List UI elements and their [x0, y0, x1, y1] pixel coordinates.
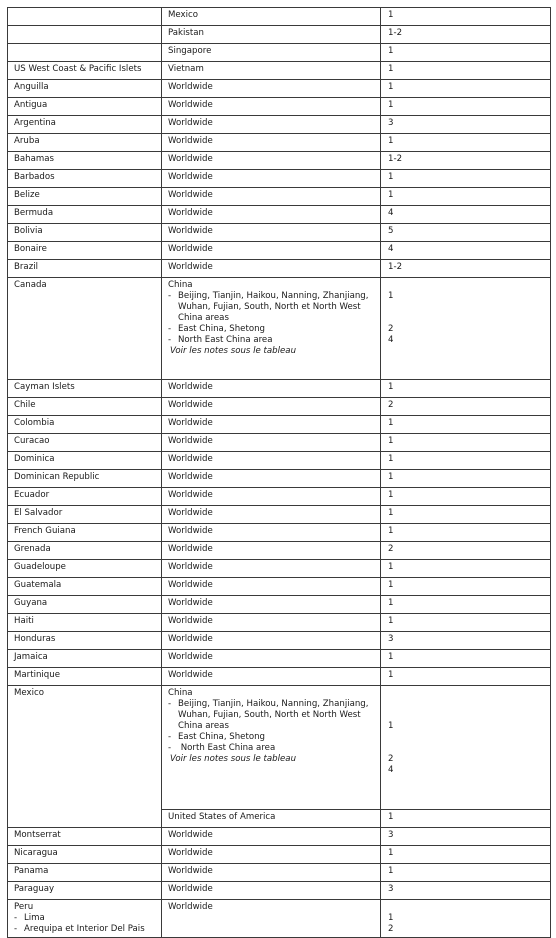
table-row	[8, 488, 551, 506]
destination-cell: United States of America	[162, 810, 381, 828]
table-row	[8, 170, 551, 188]
table-row	[8, 506, 551, 524]
origin-cell: Mexico	[8, 686, 162, 828]
origin-cell: Jamaica	[8, 650, 162, 668]
destination-cell	[162, 686, 381, 810]
destination-cell: Worldwide	[162, 506, 381, 524]
table-note: Voir les notes sous le tableau	[170, 346, 297, 356]
zone-cell: 1	[381, 488, 551, 506]
table-row	[8, 864, 551, 882]
origin-cell: Bonaire	[8, 242, 162, 260]
zone-cell: 1	[381, 416, 551, 434]
destination-cell: Worldwide	[162, 488, 381, 506]
destination-cell: Worldwide	[162, 650, 381, 668]
destination-cell: Worldwide	[162, 152, 381, 170]
zone-cell: 3	[381, 882, 551, 900]
destination-cell: Worldwide	[162, 846, 381, 864]
table-row	[8, 8, 551, 26]
destination-cell: Worldwide	[162, 470, 381, 488]
destination-cell: Mexico	[162, 8, 381, 26]
zone-cell: 1-2	[381, 26, 551, 44]
origin-cell: Montserrat	[8, 828, 162, 846]
region-item	[168, 324, 380, 335]
dash-glyph: -	[168, 699, 172, 709]
destination-cell: Worldwide	[162, 116, 381, 134]
destination-cell: Worldwide	[162, 260, 381, 278]
zone-cell: 1	[381, 434, 551, 452]
origin-cell: Paraguay	[8, 882, 162, 900]
region-item	[168, 335, 380, 346]
origin-cell: Colombia	[8, 416, 162, 434]
table-row	[8, 206, 551, 224]
destination-cell: Worldwide	[162, 900, 381, 938]
dash-glyph: -	[168, 743, 172, 753]
origin-cell: Argentina	[8, 116, 162, 134]
zone-cell: 1	[381, 188, 551, 206]
spacer	[388, 699, 550, 710]
dash-glyph: -	[14, 924, 18, 934]
destination-cell: Worldwide	[162, 596, 381, 614]
origin-cell: Chile	[8, 398, 162, 416]
zone-value: 2	[388, 924, 394, 934]
zone-cell: 1	[381, 614, 551, 632]
table-row	[8, 224, 551, 242]
region-text: Beijing, Tianjin, Haikou, Nanning, Zhanjiang,	[178, 291, 369, 301]
zone-value: 4	[388, 335, 394, 345]
zone-cell: 1	[381, 810, 551, 828]
origin-cell	[8, 44, 162, 62]
table-row	[8, 846, 551, 864]
zone-cell: 3	[381, 828, 551, 846]
origin-cell: Guadeloupe	[8, 560, 162, 578]
zone-cell: 1	[381, 170, 551, 188]
table-row	[8, 470, 551, 488]
table-row	[8, 882, 551, 900]
zone-cell: 1	[381, 846, 551, 864]
region-text: East China, Shetong	[178, 732, 266, 742]
zone-cell: 1	[381, 650, 551, 668]
origin-cell: Brazil	[8, 260, 162, 278]
region-item	[168, 732, 380, 743]
region-text-cont: China areas	[178, 721, 229, 731]
table-row-canada	[8, 278, 551, 380]
zone-cell: 1	[381, 8, 551, 26]
destination-cell: Worldwide	[162, 170, 381, 188]
destination-title: China	[168, 688, 193, 698]
zone-cell: 5	[381, 224, 551, 242]
zone-cell	[381, 278, 551, 380]
destination-cell: Worldwide	[162, 668, 381, 686]
destination-cell: Worldwide	[162, 206, 381, 224]
zone-cell: 2	[381, 398, 551, 416]
spacer	[388, 710, 550, 721]
zone-cell: 1-2	[381, 152, 551, 170]
origin-cell: Dominican Republic	[8, 470, 162, 488]
zone-value: 2	[388, 324, 394, 334]
destination-cell: Worldwide	[162, 98, 381, 116]
zone-cell: 1	[381, 134, 551, 152]
table-row	[8, 44, 551, 62]
zone-cell: 1	[381, 596, 551, 614]
table-row	[8, 434, 551, 452]
table-row	[8, 98, 551, 116]
origin-cell: Guyana	[8, 596, 162, 614]
zone-cell: 1	[381, 80, 551, 98]
table-row	[8, 116, 551, 134]
destination-cell: Worldwide	[162, 524, 381, 542]
zone-cell: 1	[381, 668, 551, 686]
destination-cell: Worldwide	[162, 452, 381, 470]
destination-cell: Worldwide	[162, 380, 381, 398]
spacer	[388, 313, 550, 324]
zone-cell: 1	[381, 44, 551, 62]
table-row	[8, 62, 551, 80]
zone-cell: 1	[381, 578, 551, 596]
origin-cell: Bolivia	[8, 224, 162, 242]
dash-glyph: -	[14, 913, 18, 923]
zone-cell: 1	[381, 62, 551, 80]
origin-cell: Belize	[8, 188, 162, 206]
zone-value: 4	[388, 765, 394, 775]
origin-cell: Martinique	[8, 668, 162, 686]
region-text-cont: Wuhan, Fujian, South, North et North West	[178, 710, 361, 720]
origin-cell: El Salvador	[8, 506, 162, 524]
table-row	[8, 260, 551, 278]
origin-cell: Nicaragua	[8, 846, 162, 864]
destination-cell: Worldwide	[162, 864, 381, 882]
table-row	[8, 524, 551, 542]
origin-cell: Grenada	[8, 542, 162, 560]
origin-cell: Antigua	[8, 98, 162, 116]
zone-cell: 4	[381, 242, 551, 260]
region-text: East China, Shetong	[178, 324, 266, 334]
destination-cell: Worldwide	[162, 542, 381, 560]
origin-cell: Curacao	[8, 434, 162, 452]
spacer	[388, 743, 550, 754]
destination-cell: Worldwide	[162, 560, 381, 578]
spacer	[388, 732, 550, 743]
destination-cell	[162, 278, 381, 380]
shipping-zone-table	[7, 7, 551, 938]
dash-glyph: -	[168, 335, 172, 345]
origin-cell: Panama	[8, 864, 162, 882]
region-item	[168, 699, 380, 710]
table-row-peru	[8, 900, 551, 938]
table-row	[8, 668, 551, 686]
zone-value: 1	[388, 291, 394, 301]
destination-cell: Pakistan	[162, 26, 381, 44]
destination-cell: Worldwide	[162, 224, 381, 242]
region-text: North East China area	[178, 335, 273, 345]
origin-cell: Guatemala	[8, 578, 162, 596]
region-item	[168, 291, 380, 302]
table-row	[8, 416, 551, 434]
region-item	[168, 743, 380, 754]
sub-region-text: Lima	[24, 913, 45, 923]
origin-cell: Bahamas	[8, 152, 162, 170]
table-row	[8, 596, 551, 614]
table-row	[8, 398, 551, 416]
destination-cell: Singapore	[162, 44, 381, 62]
destination-cell: Worldwide	[162, 614, 381, 632]
table-row	[8, 134, 551, 152]
table-row	[8, 152, 551, 170]
destination-cell: Worldwide	[162, 416, 381, 434]
table-row	[8, 26, 551, 44]
destination-cell: Worldwide	[162, 882, 381, 900]
destination-cell: Worldwide	[162, 434, 381, 452]
zone-cell	[381, 686, 551, 810]
destination-cell: Worldwide	[162, 134, 381, 152]
destination-cell: Worldwide	[162, 242, 381, 260]
origin-cell	[8, 26, 162, 44]
origin-cell: US West Coast & Pacific Islets	[8, 62, 162, 80]
destination-cell: Worldwide	[162, 188, 381, 206]
origin-cell: Anguilla	[8, 80, 162, 98]
zone-cell: 1-2	[381, 260, 551, 278]
dash-glyph: -	[168, 324, 172, 334]
destination-cell: Worldwide	[162, 632, 381, 650]
table-row	[8, 560, 551, 578]
zone-cell: 1	[381, 524, 551, 542]
zone-cell: 3	[381, 632, 551, 650]
origin-cell: Ecuador	[8, 488, 162, 506]
origin-cell: French Guiana	[8, 524, 162, 542]
origin-cell: Aruba	[8, 134, 162, 152]
origin-title: Peru	[14, 902, 34, 912]
sub-region-item	[14, 913, 161, 924]
table-row	[8, 452, 551, 470]
zone-cell: 4	[381, 206, 551, 224]
destination-cell: Worldwide	[162, 578, 381, 596]
table-row	[8, 80, 551, 98]
destination-cell: Worldwide	[162, 80, 381, 98]
region-text-cont: China areas	[178, 313, 229, 323]
zone-cell: 1	[381, 560, 551, 578]
origin-cell: Bermuda	[8, 206, 162, 224]
table-row	[8, 188, 551, 206]
zone-cell: 1	[381, 506, 551, 524]
dash-glyph: -	[168, 732, 172, 742]
zone-cell: 1	[381, 380, 551, 398]
destination-cell: Worldwide	[162, 828, 381, 846]
table-row	[8, 650, 551, 668]
origin-cell: Cayman Islets	[8, 380, 162, 398]
table-row	[8, 614, 551, 632]
zone-cell: 1	[381, 452, 551, 470]
zone-cell: 3	[381, 116, 551, 134]
table-row-mexico	[8, 686, 551, 810]
origin-cell: Barbados	[8, 170, 162, 188]
table-row	[8, 542, 551, 560]
destination-cell: Worldwide	[162, 398, 381, 416]
table-row	[8, 380, 551, 398]
zone-cell: 1	[381, 864, 551, 882]
zone-value: 1	[388, 913, 394, 923]
table-row	[8, 578, 551, 596]
origin-cell: Canada	[8, 278, 162, 380]
spacer	[388, 688, 550, 699]
sub-region-text: Arequipa et Interior Del Pais	[24, 924, 145, 934]
sub-region-item	[14, 924, 161, 935]
spacer	[388, 302, 550, 313]
zone-cell	[381, 900, 551, 938]
region-text: Beijing, Tianjin, Haikou, Nanning, Zhanjiang,	[178, 699, 369, 709]
region-text: North East China area	[178, 743, 276, 753]
spacer	[388, 902, 550, 913]
destination-cell: Vietnam	[162, 62, 381, 80]
zone-cell: 2	[381, 542, 551, 560]
dash-glyph: -	[168, 291, 172, 301]
region-text-cont: Wuhan, Fujian, South, North et North West	[178, 302, 361, 312]
origin-cell	[8, 8, 162, 26]
table-note: Voir les notes sous le tableau	[170, 754, 297, 764]
table-row	[8, 632, 551, 650]
zone-cell: 1	[381, 98, 551, 116]
origin-cell: Haiti	[8, 614, 162, 632]
table-row	[8, 828, 551, 846]
origin-cell: Dominica	[8, 452, 162, 470]
spacer	[388, 280, 550, 291]
zone-value: 2	[388, 754, 394, 764]
origin-cell: Honduras	[8, 632, 162, 650]
table-row	[8, 242, 551, 260]
zone-value: 1	[388, 721, 394, 731]
zone-cell: 1	[381, 470, 551, 488]
origin-cell	[8, 900, 162, 938]
destination-title: China	[168, 280, 193, 290]
